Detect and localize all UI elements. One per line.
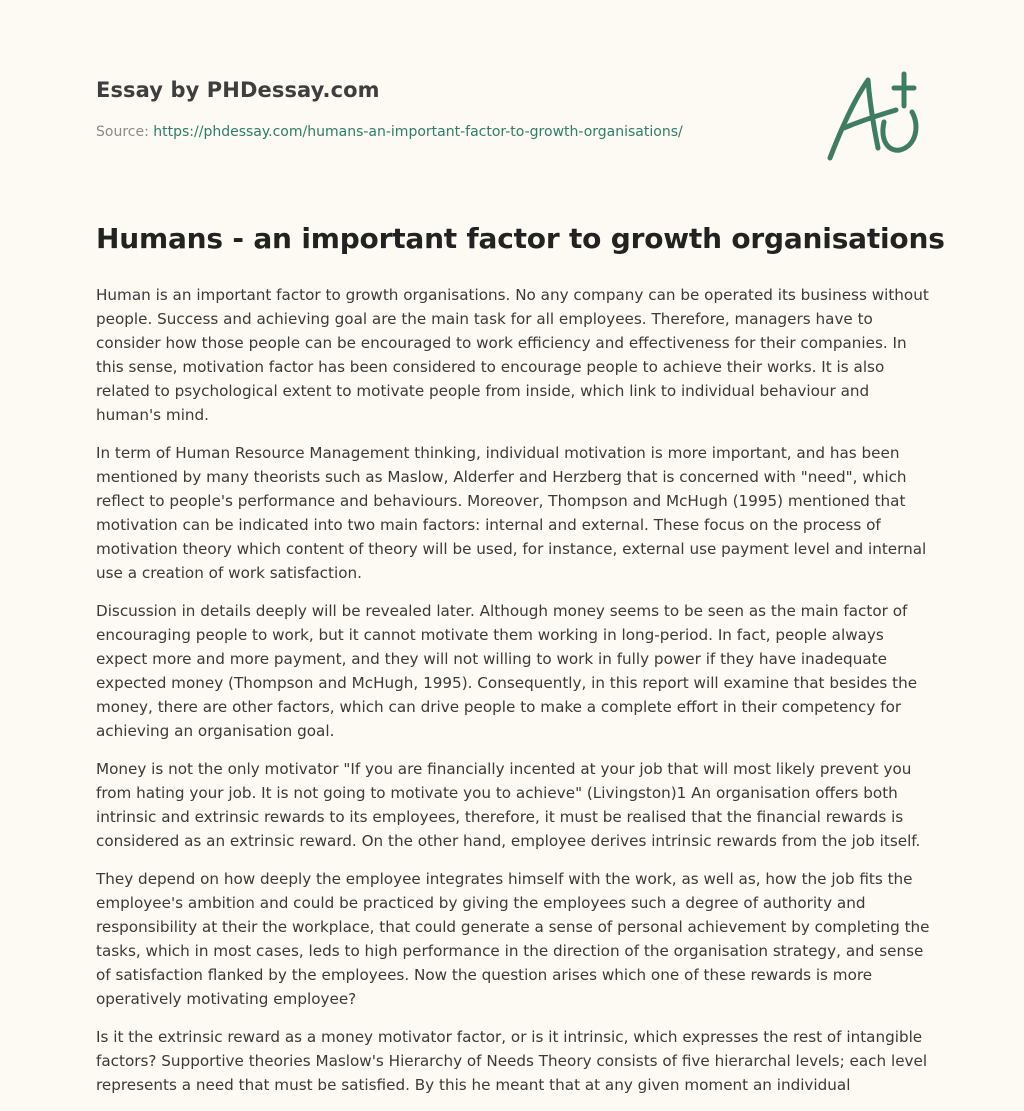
essay-title: Humans - an important factor to growth organisations xyxy=(96,222,945,255)
essay-paragraph: Discussion in details deeply will be revealed later. Although money seems to be seen as the main factor of encouraging people to work, but it cannot motivate them working in long-period. In fact, people always expect more and more payment, and they will not willing to work in fully power if they have inadequate expected money (Thompson and McHugh, 1995). Consequently, in this report will examine that besides the money, there are other factors, which can drive people to make a complete effort in their competency for achieving an organisation goal. xyxy=(96,602,918,740)
source-line xyxy=(96,124,683,140)
essay-paragraph: In term of Human Resource Management thinking, individual motivation is more important, and has been mentioned by many theorists such as Maslow, Alderfer and Herzberg that is concerned with "need", which reflect to people's performance and behaviours. Moreover, Thompson and McHugh (1995) mentioned that motivation can be indicated into two main factors: internal and external. These focus on the process of motivation theory which content of theory will be used, for instance, external use payment level and internal use a creation of work satisfaction. xyxy=(96,444,927,582)
brand-title: Essay by PHDessay.com xyxy=(96,78,380,102)
essay-paragraph: Is it the extrinsic reward as a money motivator factor, or is it intrinsic, which expresses the rest of intangible factors? Supportive theories Maslow's Hierarchy of Needs Theory consists of five hierarchal levels; each level represents a need that must be satisfied. By this he meant that at any given moment an individual xyxy=(96,1028,928,1094)
a-plus-logo-icon xyxy=(822,70,932,165)
site-header xyxy=(96,78,683,140)
source-link[interactable]: https://phdessay.com/humans-an-important-factor-to-growth-organisations/ xyxy=(153,124,683,140)
essay-paragraph: They depend on how deeply the employee integrates himself with the work, as well as, how the job fits the employee's ambition and could be practiced by giving the employees such a degree of authority and responsibility at their the workplace, that could generate a sense of personal achievement by completing the tasks, which in most cases, leds to high performance in the direction of the organisation strategy, and sense of satisfaction flanked by the employees. Now the question arises which one of these rewards is more operatively motivating employee? xyxy=(96,870,930,1008)
essay-paragraph: Human is an important factor to growth organisations. No any company can be operated its business without people. Success and achieving goal are the main task for all employees. Therefore, managers have to consider how those people can be encouraged to work efficiency and effectiveness for their companies. In this sense, motivation factor has been considered to encourage people to achieve their works. It is also related to psychological extent to motivate people from inside, which link to individual behaviour and human's mind. xyxy=(96,286,929,424)
essay-body xyxy=(96,283,936,1111)
essay-paragraph: Money is not the only motivator "If you are financially incented at your job that will most likely prevent you from hating your job. It is not going to motivate you to achieve" (Livingston)1 An organisation offers both intrinsic and extrinsic rewards to its employees, therefore, it must be realised that the financial rewards is considered as an extrinsic reward. On the other hand, employee derives intrinsic rewards from the job itself. xyxy=(96,760,921,850)
source-label: Source: xyxy=(96,124,154,140)
